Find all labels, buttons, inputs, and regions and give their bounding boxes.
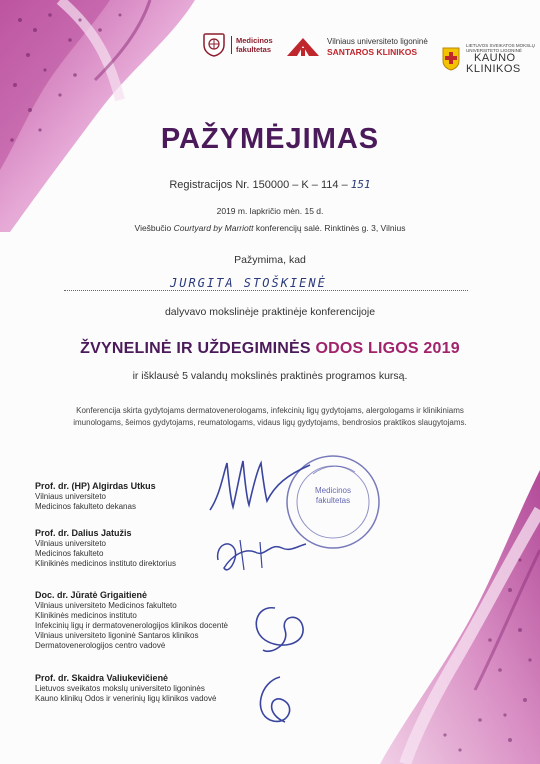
signatory-3-line3: Infekcinių ligų ir dermatovenerologijos klinikos docentė [35,621,228,630]
audience-line2: imunologams, šeimos gydytojams, reumatologams, vidaus ligų gydytojams, bendrosios praktikos slaugytojams. [73,418,467,427]
venue-italic: Courtyard by Marriott [173,223,254,233]
tissue-image-top-left [0,0,200,232]
signatory-2-name: Prof. dr. Dalius Jatužis [35,528,132,538]
logo-santaros-klinikos [285,36,428,58]
signature-grigaitiene [245,600,315,660]
registration-handwritten-number: 151 [350,178,371,191]
signatory-3-line4: Vilniaus universiteto ligoninė Santaros klinikos [35,631,199,640]
conference-title-part1: ŽVYNELINĖ IR UŽDEGIMINĖS [80,340,311,357]
signatory-3-line2: Klinikinės medicinos instituto [35,611,137,620]
participant-name: JURGITA STOŠKIENĖ [170,276,327,290]
conference-title-part2: ODOS LIGOS 2019 [315,340,460,357]
signature-valiukeviciene [245,672,305,732]
signatory-2-line3: Klinikinės medicinos instituto direktorius [35,559,176,568]
signatory-4-line2: Kauno klinikų Odos ir venerinių ligų klinikos vadovė [35,694,217,703]
signatory-4-name: Prof. dr. Skaidra Valiukevičienė [35,673,169,683]
signatory-3-name: Doc. dr. Jūratė Grigaitienė [35,590,148,600]
santaros-line1: Vilniaus universiteto ligoninė [327,36,428,46]
signatory-2-line1: Vilniaus universiteto [35,539,107,548]
registration-line [0,178,540,191]
signatory-3 [35,590,228,651]
tissue-image-bottom-right [360,470,540,764]
venue-before: Viešbučio [134,223,174,233]
kauno-big2: KLINIKOS [466,63,521,75]
vu-crest-icon [203,33,225,57]
signatory-1-line1: Vilniaus universiteto [35,492,107,501]
participated-line: dalyvavo mokslinėje praktinėje konferencijoje [164,306,376,318]
santaros-text [327,37,428,58]
signature-jatuzis [210,530,310,580]
signatory-2 [35,528,176,569]
hours-line: ir išklausė 5 valandų mokslinės praktinės programos kursą. [132,370,408,382]
signatory-2-line2: Medicinos fakulteto [35,549,104,558]
date-line: 2019 m. lapkričio mėn. 15 d. [216,206,324,216]
signatory-4-line1: Lietuvos sveikatos mokslų universiteto ligoninės [35,684,205,693]
signatory-3-line5: Dermatovenerologijos centro vadovė [35,641,166,650]
kauno-big1: KAUNO [474,52,516,64]
santaros-line2: SANTAROS KLINIKOS [327,46,418,57]
signatory-4 [35,673,216,704]
signatory-1-name: Prof. dr. (HP) Algirdas Utkus [35,481,156,491]
signatory-1-line2: Medicinos fakulteto dekanas [35,502,136,511]
logo-kauno-klinikos [442,43,538,75]
registration-prefix: Registracijos Nr. 150000 – K – 114 – [169,179,348,191]
signatory-1 [35,481,156,512]
certified-label: Pažymima, kad [234,254,306,266]
audience-line1: Konferencija skirta gydytojams dermatovenerologams, infekcinių ligų gydytojams, alergologams ir klinikiniams [76,406,464,415]
signature-utkus [205,455,315,515]
certificate-title: PAŽYMĖJIMAS [160,123,380,155]
kauno-crest-icon [442,47,460,71]
kauno-text [466,43,538,75]
medicinos-fakultetas-label: Medicinos fakultetas [231,36,278,54]
stamp-text: Medicinos fakultetas [314,486,351,505]
santaros-logo-icon [285,36,321,58]
venue-after: konferencijų salė. Rinktinės g. 3, Vilnius [253,223,406,233]
kauno-small-text: LIETUVOS SVEIKATOS MOKSLŲ UNIVERSITETO LIGONINĖ [466,43,535,53]
audience-note [0,405,540,429]
name-dotted-line [64,290,468,291]
conference-title [0,340,540,358]
signatory-3-line1: Vilniaus universiteto Medicinos fakulteto [35,601,177,610]
venue-line [0,223,540,233]
logo-medicinos-fakultetas [203,33,278,57]
